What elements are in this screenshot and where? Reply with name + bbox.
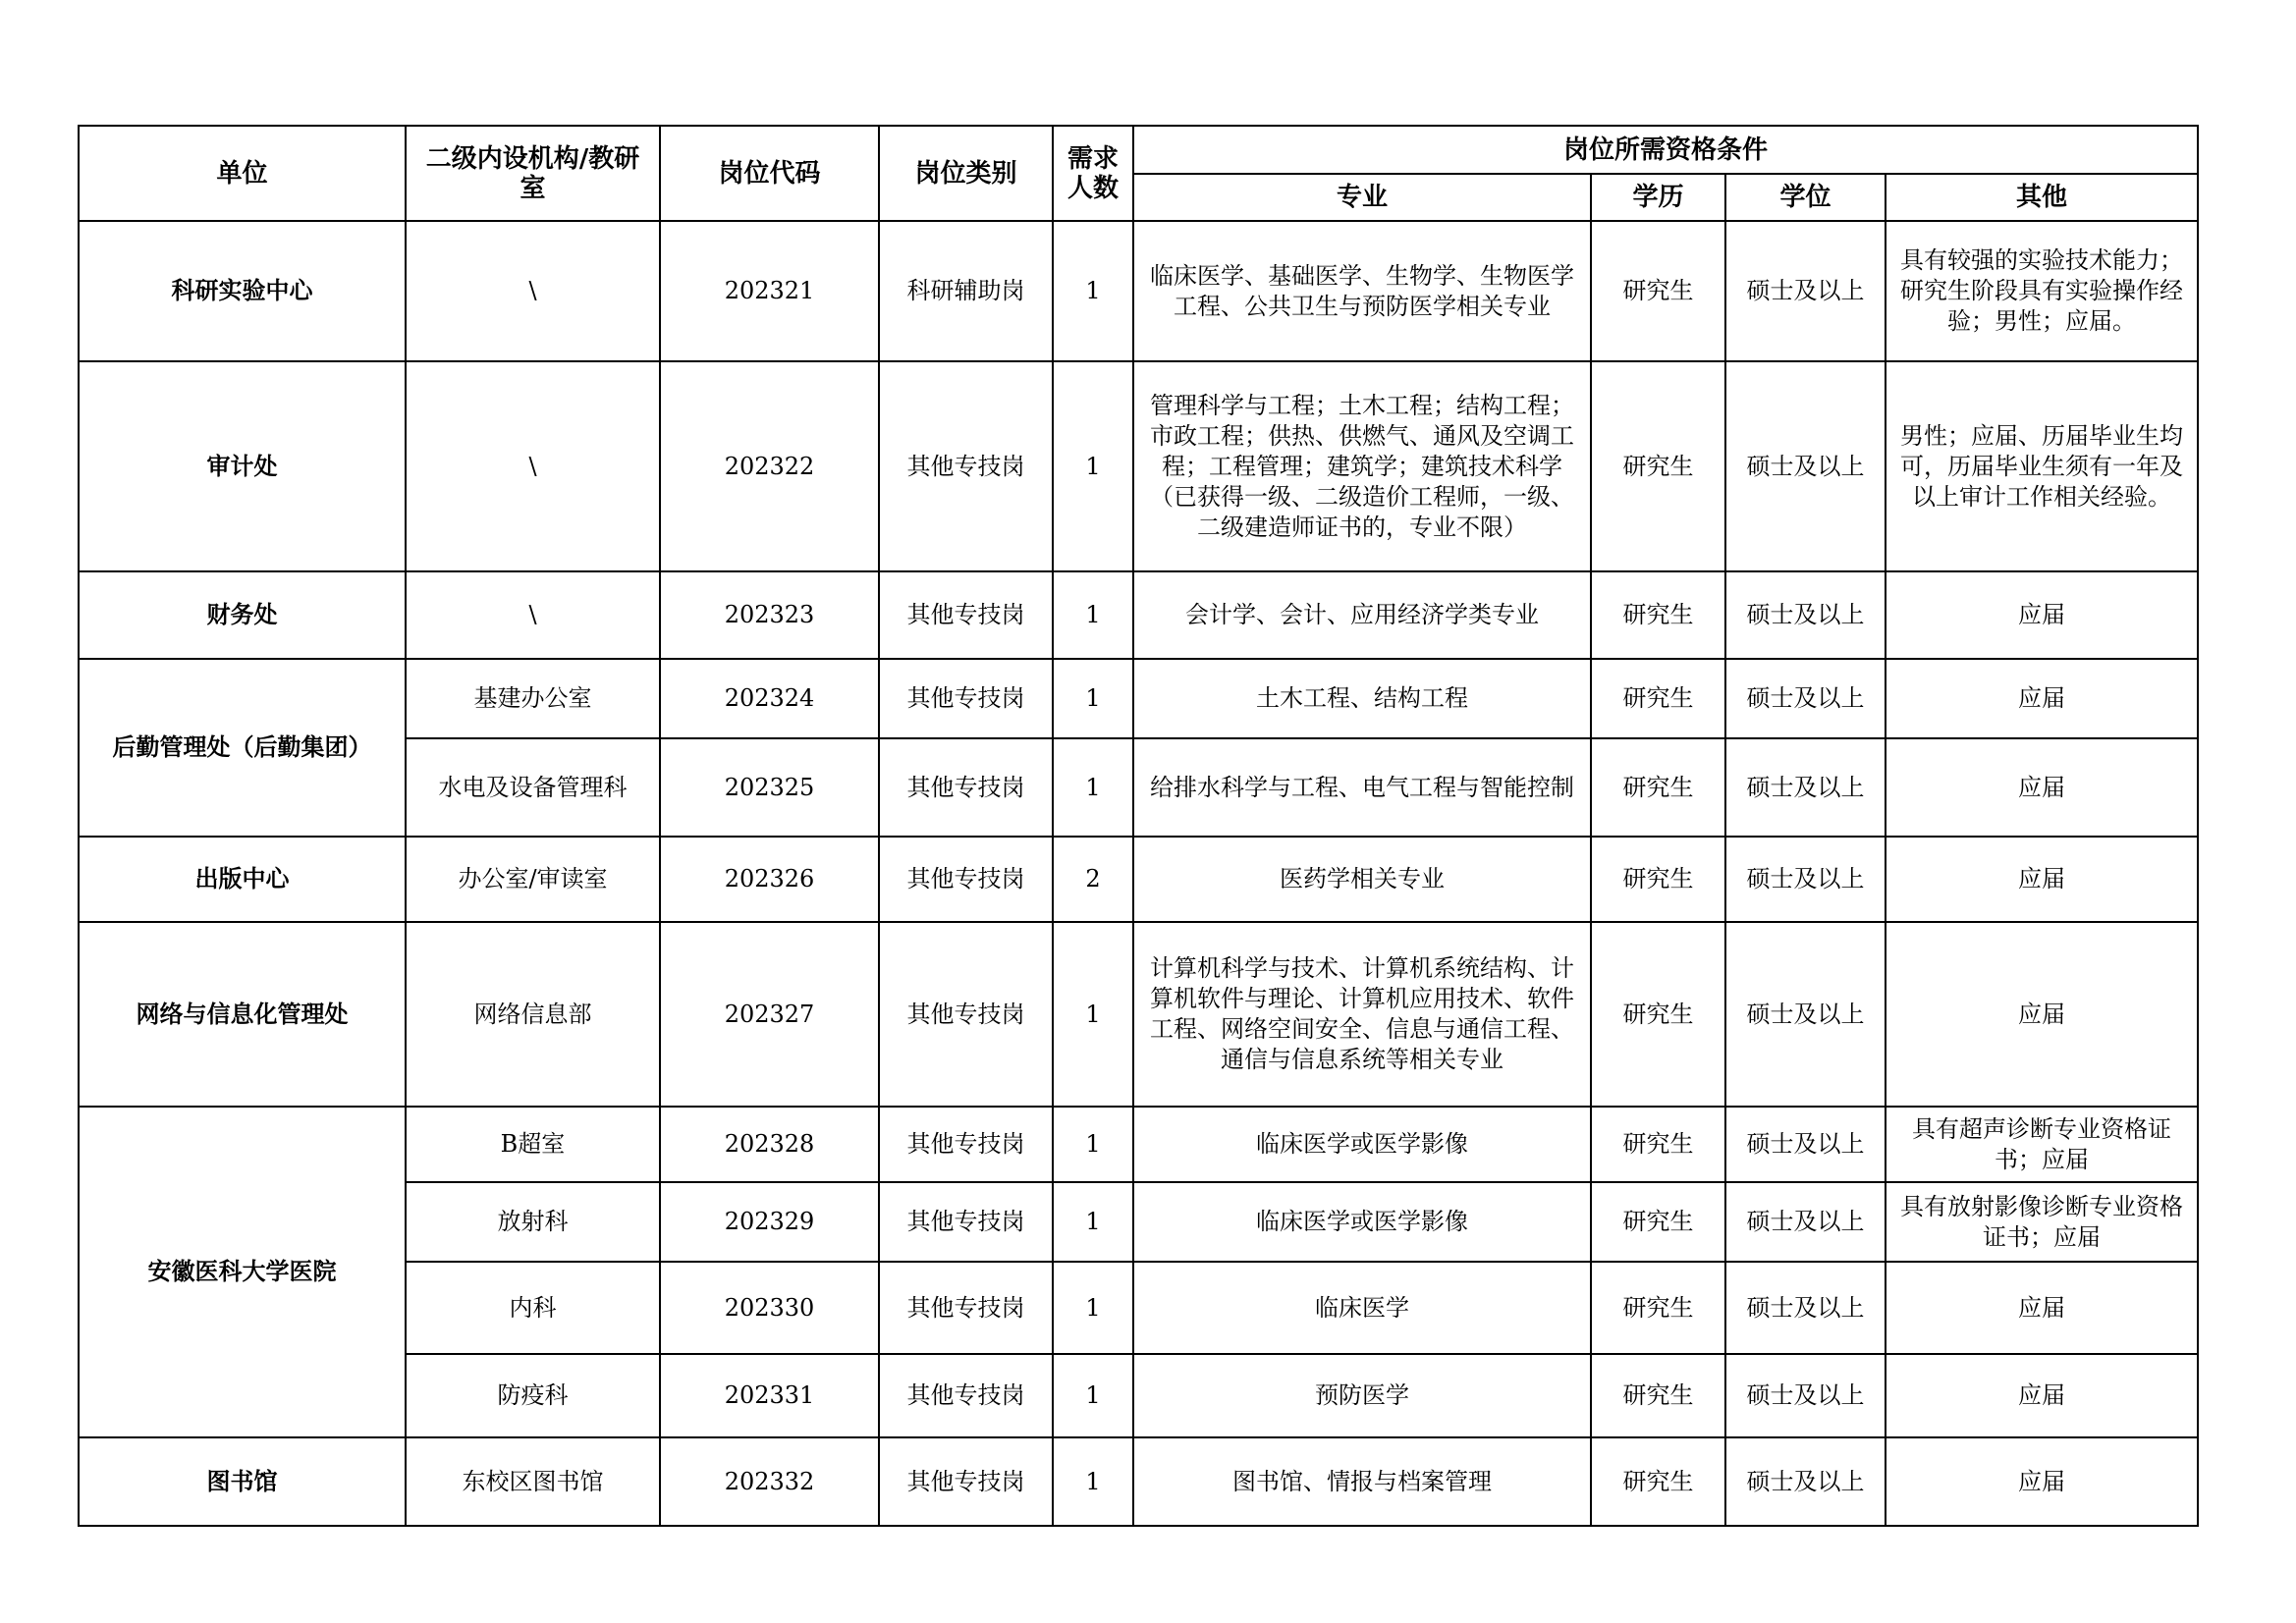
code-cell: 202321 <box>660 221 879 361</box>
table-row <box>79 922 2198 1107</box>
code-cell: 202323 <box>660 571 879 659</box>
header-requirements: 岗位所需资格条件 <box>1133 126 2198 174</box>
count-cell: 1 <box>1053 659 1133 738</box>
education-cell: 研究生 <box>1591 571 1725 659</box>
other-cell: 应届 <box>1886 659 2198 738</box>
code-cell: 202329 <box>660 1182 879 1262</box>
header-category: 岗位类别 <box>879 126 1053 221</box>
count-cell: 1 <box>1053 361 1133 571</box>
education-cell: 研究生 <box>1591 1182 1725 1262</box>
major-cell: 计算机科学与技术、计算机系统结构、计算机软件与理论、计算机应用技术、软件工程、网络空间安全、信息与通信工程、通信与信息系统等相关专业 <box>1133 922 1591 1107</box>
category-cell: 其他专技岗 <box>879 659 1053 738</box>
major-cell: 给排水科学与工程、电气工程与智能控制 <box>1133 738 1591 837</box>
education-cell: 研究生 <box>1591 738 1725 837</box>
table-row <box>79 1437 2198 1526</box>
education-cell: 研究生 <box>1591 1437 1725 1526</box>
dept-cell: \ <box>406 361 660 571</box>
count-cell: 1 <box>1053 1437 1133 1526</box>
code-cell: 202322 <box>660 361 879 571</box>
code-cell: 202331 <box>660 1354 879 1437</box>
code-cell: 202326 <box>660 837 879 922</box>
header-major: 专业 <box>1133 174 1591 221</box>
category-cell: 其他专技岗 <box>879 738 1053 837</box>
code-cell: 202332 <box>660 1437 879 1526</box>
category-cell: 科研辅助岗 <box>879 221 1053 361</box>
major-cell: 临床医学或医学影像 <box>1133 1182 1591 1262</box>
dept-cell: 水电及设备管理科 <box>406 738 660 837</box>
other-cell: 应届 <box>1886 1354 2198 1437</box>
header-unit: 单位 <box>79 126 406 221</box>
degree-cell: 硕士及以上 <box>1725 1262 1886 1354</box>
count-cell: 1 <box>1053 738 1133 837</box>
code-cell: 202327 <box>660 922 879 1107</box>
unit-cell: 科研实验中心 <box>79 221 406 361</box>
education-cell: 研究生 <box>1591 1354 1725 1437</box>
category-cell: 其他专技岗 <box>879 1107 1053 1182</box>
dept-cell: 内科 <box>406 1262 660 1354</box>
category-cell: 其他专技岗 <box>879 1354 1053 1437</box>
dept-cell: 基建办公室 <box>406 659 660 738</box>
header-code: 岗位代码 <box>660 126 879 221</box>
other-cell: 具有较强的实验技术能力；研究生阶段具有实验操作经验；男性；应届。 <box>1886 221 2198 361</box>
count-cell: 1 <box>1053 1354 1133 1437</box>
degree-cell: 硕士及以上 <box>1725 361 1886 571</box>
category-cell: 其他专技岗 <box>879 1182 1053 1262</box>
other-cell: 应届 <box>1886 1262 2198 1354</box>
dept-cell: 防疫科 <box>406 1354 660 1437</box>
dept-cell: \ <box>406 221 660 361</box>
education-cell: 研究生 <box>1591 837 1725 922</box>
degree-cell: 硕士及以上 <box>1725 221 1886 361</box>
header-dept: 二级内设机构/教研室 <box>406 126 660 221</box>
education-cell: 研究生 <box>1591 922 1725 1107</box>
header-degree: 学位 <box>1725 174 1886 221</box>
other-cell: 应届 <box>1886 571 2198 659</box>
category-cell: 其他专技岗 <box>879 837 1053 922</box>
category-cell: 其他专技岗 <box>879 922 1053 1107</box>
other-cell: 具有放射影像诊断专业资格证书；应届 <box>1886 1182 2198 1262</box>
unit-cell: 审计处 <box>79 361 406 571</box>
other-cell: 应届 <box>1886 738 2198 837</box>
other-cell: 男性；应届、历届毕业生均可，历届毕业生须有一年及以上审计工作相关经验。 <box>1886 361 2198 571</box>
unit-cell: 图书馆 <box>79 1437 406 1526</box>
major-cell: 预防医学 <box>1133 1354 1591 1437</box>
table-row <box>79 571 2198 659</box>
count-cell: 1 <box>1053 1182 1133 1262</box>
degree-cell: 硕士及以上 <box>1725 1437 1886 1526</box>
major-cell: 临床医学、基础医学、生物学、生物医学工程、公共卫生与预防医学相关专业 <box>1133 221 1591 361</box>
degree-cell: 硕士及以上 <box>1725 922 1886 1107</box>
degree-cell: 硕士及以上 <box>1725 1354 1886 1437</box>
education-cell: 研究生 <box>1591 361 1725 571</box>
degree-cell: 硕士及以上 <box>1725 571 1886 659</box>
major-cell: 土木工程、结构工程 <box>1133 659 1591 738</box>
code-cell: 202325 <box>660 738 879 837</box>
header-other: 其他 <box>1886 174 2198 221</box>
dept-cell: B超室 <box>406 1107 660 1182</box>
unit-cell: 安徽医科大学医院 <box>79 1107 406 1437</box>
major-cell: 管理科学与工程；土木工程；结构工程；市政工程；供热、供燃气、通风及空调工程；工程管理；建筑学；建筑技术科学（已获得一级、二级造价工程师，一级、二级建造师证书的，专业不限） <box>1133 361 1591 571</box>
education-cell: 研究生 <box>1591 1107 1725 1182</box>
other-cell: 应届 <box>1886 922 2198 1107</box>
category-cell: 其他专技岗 <box>879 361 1053 571</box>
education-cell: 研究生 <box>1591 221 1725 361</box>
category-cell: 其他专技岗 <box>879 1262 1053 1354</box>
table-row <box>79 837 2198 922</box>
dept-cell: 东校区图书馆 <box>406 1437 660 1526</box>
dept-cell: \ <box>406 571 660 659</box>
header-education: 学历 <box>1591 174 1725 221</box>
education-cell: 研究生 <box>1591 1262 1725 1354</box>
count-cell: 1 <box>1053 571 1133 659</box>
major-cell: 会计学、会计、应用经济学类专业 <box>1133 571 1591 659</box>
unit-cell: 后勤管理处（后勤集团） <box>79 659 406 837</box>
category-cell: 其他专技岗 <box>879 1437 1053 1526</box>
other-cell: 应届 <box>1886 1437 2198 1526</box>
degree-cell: 硕士及以上 <box>1725 1182 1886 1262</box>
degree-cell: 硕士及以上 <box>1725 738 1886 837</box>
dept-cell: 办公室/审读室 <box>406 837 660 922</box>
category-cell: 其他专技岗 <box>879 571 1053 659</box>
table-row <box>79 659 2198 738</box>
education-cell: 研究生 <box>1591 659 1725 738</box>
recruitment-table <box>78 125 2199 1527</box>
table-row <box>79 361 2198 571</box>
other-cell: 具有超声诊断专业资格证书；应届 <box>1886 1107 2198 1182</box>
unit-cell: 出版中心 <box>79 837 406 922</box>
count-cell: 1 <box>1053 922 1133 1107</box>
major-cell: 医药学相关专业 <box>1133 837 1591 922</box>
count-cell: 1 <box>1053 1262 1133 1354</box>
table-row <box>79 221 2198 361</box>
degree-cell: 硕士及以上 <box>1725 659 1886 738</box>
degree-cell: 硕士及以上 <box>1725 837 1886 922</box>
code-cell: 202330 <box>660 1262 879 1354</box>
count-cell: 1 <box>1053 221 1133 361</box>
code-cell: 202324 <box>660 659 879 738</box>
major-cell: 临床医学 <box>1133 1262 1591 1354</box>
code-cell: 202328 <box>660 1107 879 1182</box>
unit-cell: 财务处 <box>79 571 406 659</box>
dept-cell: 网络信息部 <box>406 922 660 1107</box>
count-cell: 1 <box>1053 1107 1133 1182</box>
unit-cell: 网络与信息化管理处 <box>79 922 406 1107</box>
dept-cell: 放射科 <box>406 1182 660 1262</box>
major-cell: 图书馆、情报与档案管理 <box>1133 1437 1591 1526</box>
major-cell: 临床医学或医学影像 <box>1133 1107 1591 1182</box>
table-row <box>79 1107 2198 1182</box>
other-cell: 应届 <box>1886 837 2198 922</box>
degree-cell: 硕士及以上 <box>1725 1107 1886 1182</box>
header-count: 需求人数 <box>1053 126 1133 221</box>
count-cell: 2 <box>1053 837 1133 922</box>
